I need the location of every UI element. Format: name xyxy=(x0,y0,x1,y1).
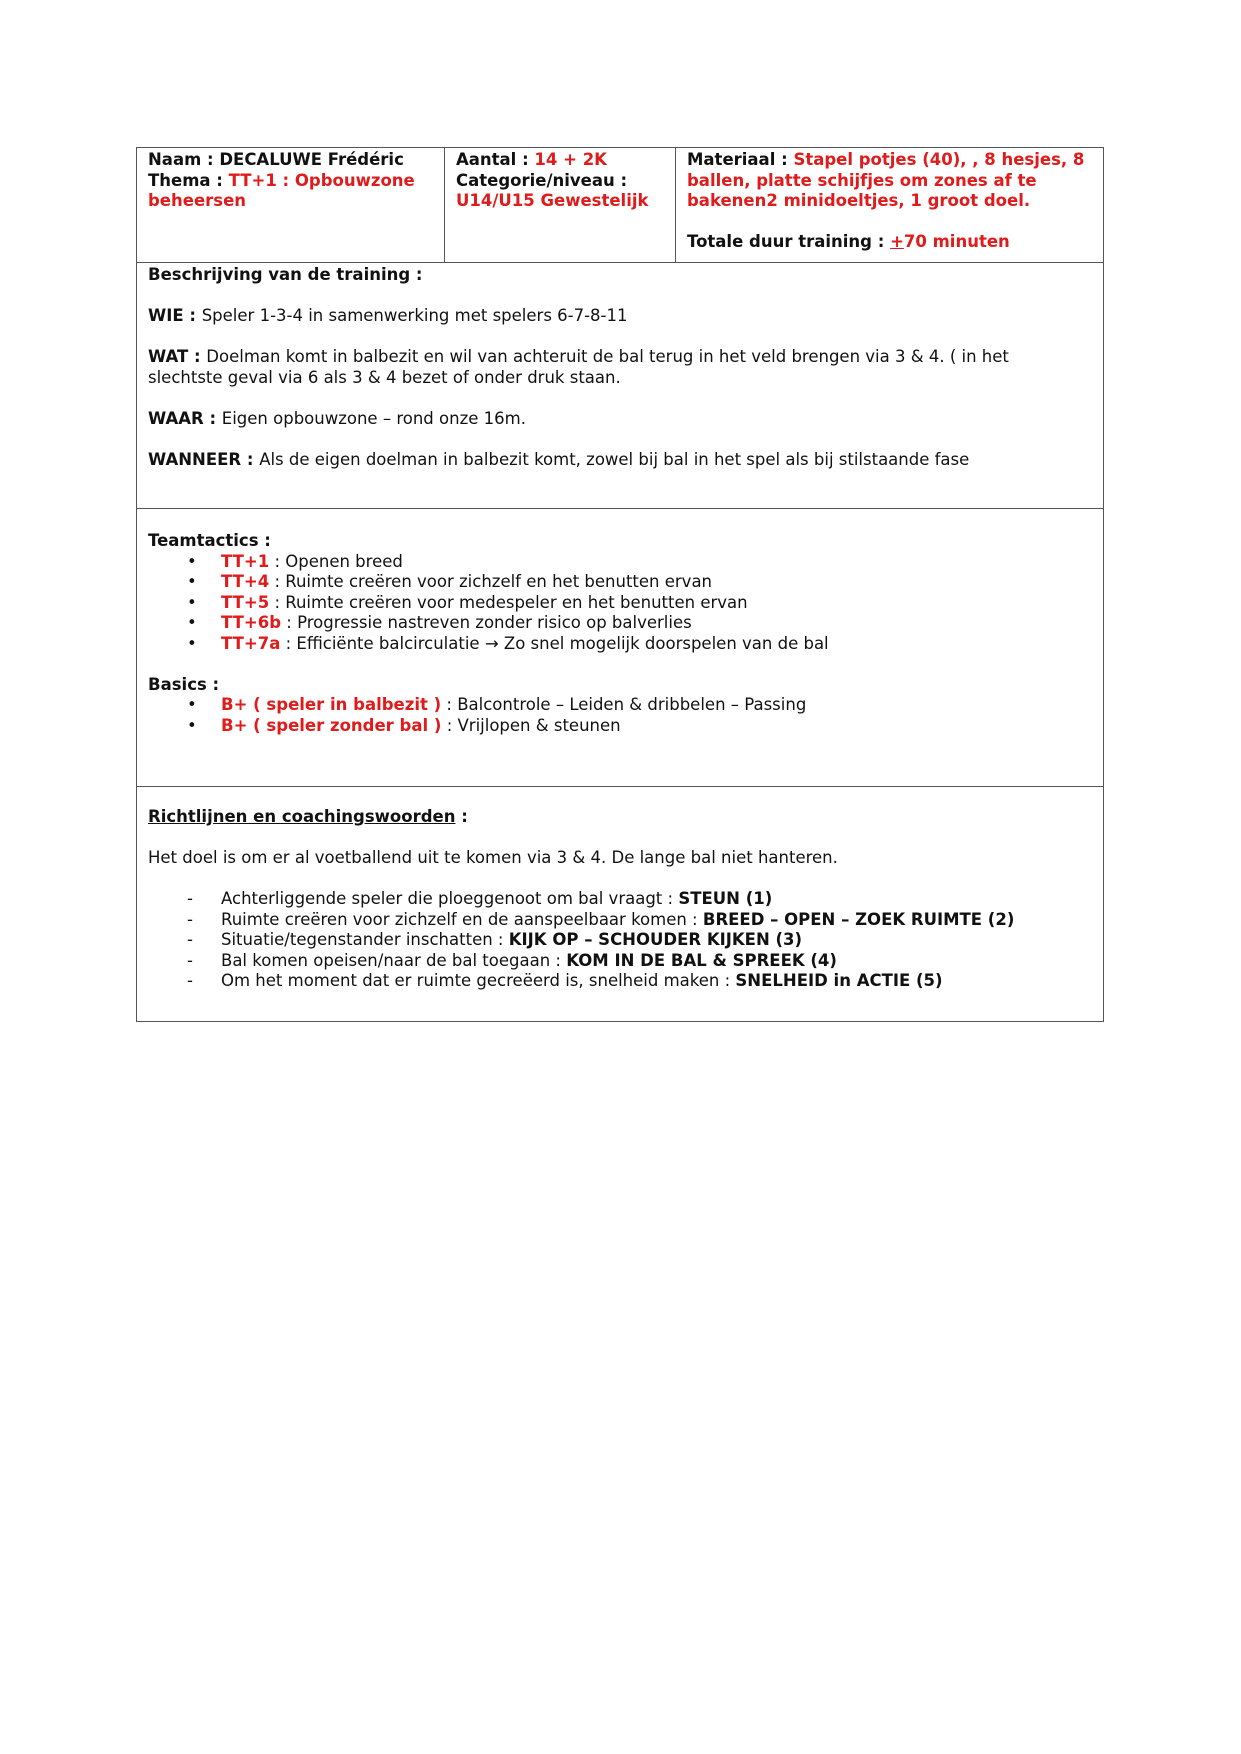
coaching-word: STEUN (1) xyxy=(678,889,773,908)
richtlijnen-title: Richtlijnen en coachingswoorden xyxy=(148,807,456,826)
bullet-icon: • xyxy=(187,592,197,612)
coaching-text: Situatie/tegenstander inschatten : xyxy=(221,930,509,949)
thema-label: Thema : xyxy=(148,170,229,190)
bullet-icon: • xyxy=(187,613,197,632)
tt-text: : Ruimte creëren voor zichzelf en het benutten ervan xyxy=(269,572,713,591)
list-item xyxy=(148,889,1092,910)
richtlijnen-section xyxy=(137,787,1103,1021)
naam-value: DECALUWE Frédéric xyxy=(219,150,404,169)
aantal-categorie-cell xyxy=(445,148,676,262)
duur-value: 70 minuten xyxy=(903,232,1010,251)
wie-text: Speler 1-3-4 in samenwerking met spelers 6-7-8-11 xyxy=(201,306,628,325)
materiaal-line xyxy=(687,150,1092,171)
list-item xyxy=(148,552,1092,573)
wanneer-label: WANNEER : xyxy=(148,449,260,469)
wat-line xyxy=(148,347,1092,368)
tt-code: TT+1 xyxy=(221,551,270,571)
categorie-value: U14/U15 Gewestelijk xyxy=(456,191,649,210)
materiaal-cell xyxy=(676,148,1103,262)
naam-thema-cell xyxy=(137,148,445,262)
duur-line xyxy=(687,232,1092,253)
waar-text: Eigen opbouwzone – rond onze 16m. xyxy=(221,408,526,428)
thema-value-cont: beheersen xyxy=(148,191,247,210)
basics-title: Basics : xyxy=(148,674,220,694)
materiaal-value: Stapel potjes (40), , 8 hesjes, 8 xyxy=(793,150,1085,169)
thema-value: TT+1 : Opbouwzone xyxy=(228,170,415,190)
waar-label: WAAR : xyxy=(148,408,222,428)
naam-line xyxy=(148,150,433,171)
wanneer-line xyxy=(148,450,1092,471)
coaching-text: Achterliggende speler die ploeggenoot om bal vraagt : xyxy=(221,889,679,908)
basic-text: : Balcontrole – Leiden & dribbelen – Passing xyxy=(441,695,807,714)
wie-line xyxy=(148,306,1092,327)
materiaal-label: Materiaal : xyxy=(687,150,794,169)
teamtactics-title: Teamtactics : xyxy=(148,531,271,550)
coaching-text: Om het moment dat er ruimte gecreëerd is, snelheid maken : xyxy=(221,971,736,990)
teamtactics-list xyxy=(148,552,1092,655)
coaching-word: SNELHEID in ACTIE (5) xyxy=(735,971,943,990)
teamtactics-section xyxy=(137,509,1103,787)
tt-text: : Ruimte creëren voor medespeler en het benutten ervan xyxy=(269,592,748,612)
coaching-word: KIJK OP – SCHOUDER KIJKEN (3) xyxy=(508,930,803,949)
dash-icon: - xyxy=(187,889,193,908)
wat-text-cont: slechtste geval via 6 als 3 & 4 bezet of onder druk staan. xyxy=(148,367,621,387)
bullet-icon: • xyxy=(187,551,197,571)
dash-icon: - xyxy=(187,971,193,990)
richtlijnen-title-suffix: : xyxy=(455,807,468,826)
training-sheet xyxy=(136,147,1104,1022)
coaching-text: Bal komen opeisen/naar de bal toegaan : xyxy=(221,950,567,970)
bullet-icon: • xyxy=(187,695,197,714)
basic-code: B+ ( speler in balbezit ) xyxy=(221,695,442,714)
bullet-icon: • xyxy=(187,572,197,591)
tt-text: : Progressie nastreven zonder risico op balverlies xyxy=(281,613,692,632)
duur-plus: + xyxy=(890,232,904,251)
tt-text: : Efficiënte balcirculatie → Zo snel mogelijk doorspelen van de bal xyxy=(280,633,829,653)
list-item xyxy=(148,930,1092,951)
wanneer-text: Als de eigen doelman in balbezit komt, zowel bij bal in het spel als bij stilstaande fase xyxy=(259,449,970,469)
list-item xyxy=(148,695,1092,716)
naam-label: Naam : xyxy=(148,150,220,169)
coaching-word: BREED – OPEN – ZOEK RUIMTE (2) xyxy=(702,909,1015,929)
tt-text: : Openen breed xyxy=(269,551,403,571)
dash-icon: - xyxy=(187,950,193,970)
list-item xyxy=(148,971,1092,992)
list-item xyxy=(148,572,1092,593)
aantal-value: 14 + 2K xyxy=(534,150,607,169)
richtlijnen-title-line xyxy=(148,807,1092,828)
list-item xyxy=(148,593,1092,614)
list-item xyxy=(148,634,1092,655)
tt-code: TT+4 xyxy=(221,572,270,591)
coaching-text: Ruimte creëren voor zichzelf en de aanspeelbaar komen : xyxy=(221,909,703,929)
wat-text: Doelman komt in balbezit en wil van achteruit de bal terug in het veld brengen via 3 & 4. ( in het xyxy=(206,347,1009,366)
basic-text: : Vrijlopen & steunen xyxy=(441,715,621,735)
bullet-icon: • xyxy=(187,715,197,735)
list-item xyxy=(148,951,1092,972)
materiaal-value-cont2: bakenen2 minidoeltjes, 1 groot doel. xyxy=(687,191,1031,210)
tt-code: TT+6b xyxy=(221,613,282,632)
tt-code: TT+5 xyxy=(221,592,270,612)
waar-line xyxy=(148,409,1092,430)
categorie-label: Categorie/niveau : xyxy=(456,170,628,190)
materiaal-value-cont: ballen, platte schijfjes om zones af te xyxy=(687,170,1037,190)
dash-icon: - xyxy=(187,930,193,949)
richtlijnen-intro: Het doel is om er al voetballend uit te komen via 3 & 4. De lange bal niet hanteren. xyxy=(148,848,838,867)
tt-code: TT+7a xyxy=(221,633,281,653)
bullet-icon: • xyxy=(187,633,197,653)
list-item xyxy=(148,716,1092,737)
basic-code: B+ ( speler zonder bal ) xyxy=(221,715,442,735)
thema-line xyxy=(148,171,433,192)
basics-list xyxy=(148,695,1092,736)
wat-label: WAT : xyxy=(148,347,207,366)
aantal-label: Aantal : xyxy=(456,150,535,169)
wie-label: WIE : xyxy=(148,306,202,325)
aantal-line xyxy=(456,150,664,171)
duur-label: Totale duur training : xyxy=(687,232,891,251)
coaching-list xyxy=(148,889,1092,992)
beschrijving-title: Beschrijving van de training : xyxy=(148,265,423,284)
coaching-word: KOM IN DE BAL & SPREEK (4) xyxy=(566,950,837,970)
header-row xyxy=(137,148,1103,263)
beschrijving-section xyxy=(137,263,1103,509)
dash-icon: - xyxy=(187,909,193,929)
list-item xyxy=(148,613,1092,634)
list-item xyxy=(148,910,1092,931)
